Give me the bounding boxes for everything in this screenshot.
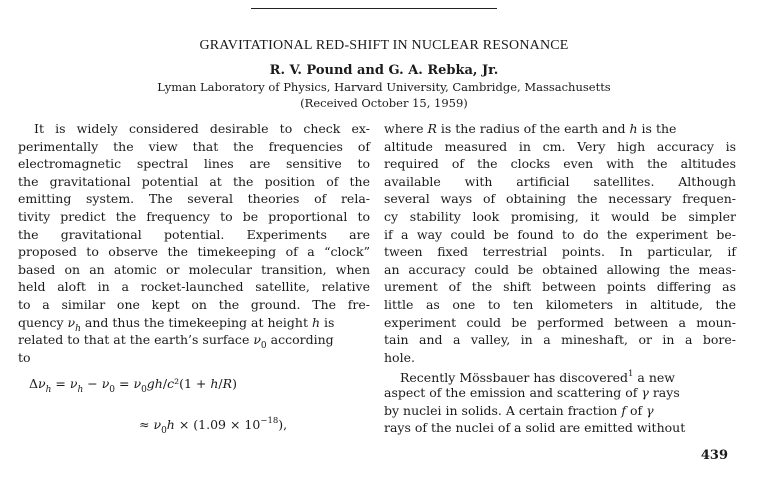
text-line: rays of the nuclei of a solid are emitted without [384,420,686,436]
text-line: Recently Mössbauer has discovered$^1$ a new [400,369,675,386]
text-line: quency $\nu_h$ and thus the timekeeping at height h is [18,314,335,334]
text-line: available with artificial satellites. Although [384,173,736,189]
text-line: related to that at the earth’s surface $\nu_0$ according [18,332,334,352]
text-line: cy stability look promising, it would be simpler [384,208,736,224]
text-line: several ways of obtaining the necessary frequen- [384,191,736,207]
text-line: electromagnetic spectral lines are sensitive to [18,156,370,172]
text-line: tivity predict the frequency to be proportional to [18,208,370,224]
affiliation: Lyman Laboratory of Physics, Harvard University, Cambridge, Massachusetts [157,80,611,94]
received-date: (Received October 15, 1959) [300,96,468,110]
authors: R. V. Pound and G. A. Rebka, Jr. [269,63,499,78]
text-line: experiment could be performed between a moun- [384,314,736,330]
text-line: It is widely considered desirable to check ex- [34,121,370,136]
text-line: hole. [384,349,415,365]
footnote-ref: 1 [628,369,634,380]
page-number: 439 [700,448,728,463]
text-line: little as one to ten kilometers in altitude, the [384,296,736,312]
text-line: if a way could be found to do the experiment be- [384,226,736,242]
text-line: tain and a valley, in a mineshaft, or in a bore- [384,332,736,348]
text-line: to a similar one kept on the ground. The fre- [18,296,370,312]
text-line: to [18,349,31,365]
text-line: an accuracy could be obtained allowing the meas- [384,261,736,277]
right-column [384,120,736,437]
text-line: the gravitational potential. Experiments are [18,226,370,242]
header-rule [251,8,497,9]
left-column [18,120,370,366]
text-line: perimentally the view that the frequencies of [18,138,370,154]
text-line: urement of the shift between points differing as [384,279,736,295]
text-line: emitting system. The several theories of rela- [18,191,370,207]
text-line: held aloft in a rocket-launched satellite, relative [18,279,370,295]
equation-line-2: ≈ $\nu_0h \times (1.09 \times 10^{-18})$, [139,416,288,436]
text-line: aspect of the emission and scattering of γ rays [384,384,680,400]
text-line: by nuclei in solids. A certain fraction f of γ [384,402,654,418]
text-line: tween fixed terrestrial points. In particular, if [384,244,736,260]
paper-title: GRAVITATIONAL RED-SHIFT IN NUCLEAR RESONANCE [199,38,569,53]
text-line: altitude measured in cm. Very high accuracy is [384,138,736,154]
text-line: required of the clocks even with the altitudes [384,156,736,172]
text-line: where R is the radius of the earth and h is the [384,121,677,136]
text-line: the gravitational potential at the position of the [18,173,370,189]
equation-line-1: $\Delta\nu_h = \nu_h - \nu_0 = \nu_0gh/c^2(1 + h/R)$ [29,376,237,395]
text-line: proposed to observe the timekeeping of a “clock” [18,244,370,260]
text-line: based on an atomic or molecular transition, when [18,261,370,277]
